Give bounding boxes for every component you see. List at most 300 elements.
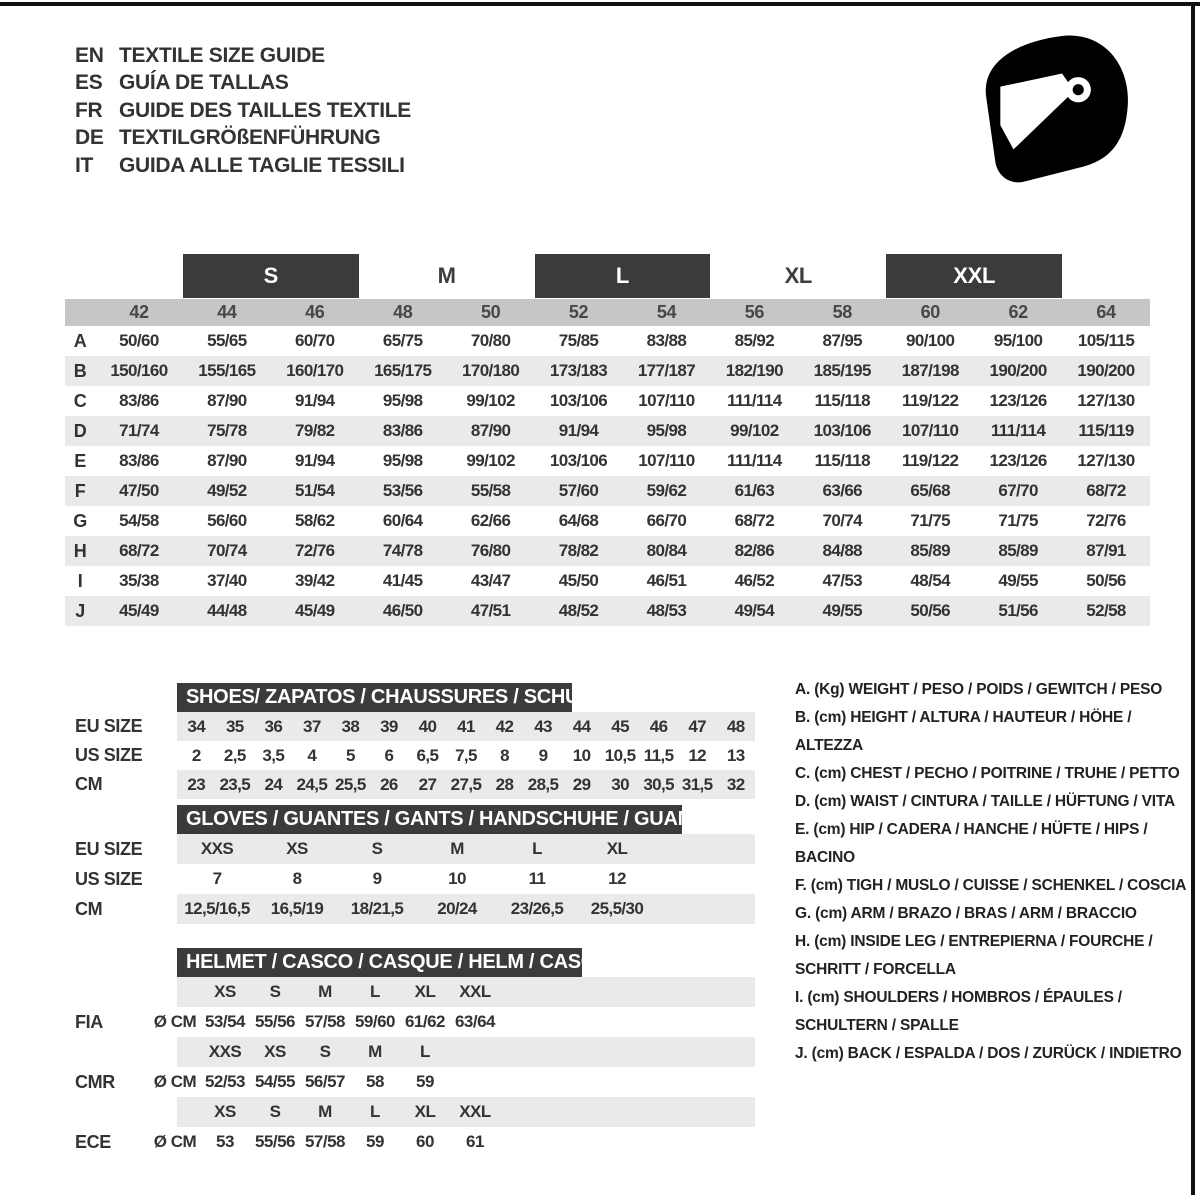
size-group-s: S [183,254,359,298]
gloves-size-cell: 23/26,5 [510,899,564,918]
measurement-value-cell: 83/86 [382,421,423,440]
measurement-value-cell: 48/52 [558,601,599,620]
helmet-size-cell: XXL [459,982,491,1001]
measurement-value-cell: 75/78 [207,421,247,440]
measurement-value-cell: 85/92 [734,331,775,350]
language-row [75,42,411,70]
measurement-value-cell: 82/86 [734,541,775,560]
measurement-row [65,506,1150,536]
measurement-value-cell: 47/53 [822,571,863,590]
measurement-value-cell: 127/130 [1077,391,1135,410]
helmet-size-cell: M [318,1102,332,1121]
measurement-row [65,386,1150,416]
helmet-fia-sizes-row [75,977,755,1007]
gloves-size-table [75,805,755,924]
shoes-size-cell: 24,5 [296,774,328,794]
textile-size-table [65,253,1150,626]
shoes-size-cell: 8 [500,745,509,765]
measurement-value-cell: 53/56 [382,481,423,500]
gloves-size-cell: 25,5/30 [590,899,644,918]
measurement-value-cell: 87/90 [207,391,247,410]
legend-item: I. (cm) SHOULDERS / HOMBROS / ÉPAULES / SCHULTERN / SPALLE [795,989,1122,1034]
measurement-value-cell: 173/183 [549,361,608,380]
language-code: FR [75,98,103,122]
measurement-value-cell: 155/165 [198,361,256,380]
size-group-m: M [437,263,456,288]
helmet-value-cell: 55/56 [254,1012,296,1031]
measurement-value-cell: 50/56 [1086,571,1126,590]
measurement-value-cell: 190/200 [1077,361,1135,380]
shoes-size-cell: 4 [307,745,317,765]
measurement-value-cell: 111/114 [727,451,782,470]
measurement-value-cell: 56/60 [207,511,247,530]
measurement-legend [795,676,1197,1068]
shoes-size-cell: 44 [572,716,591,736]
helmet-unit: Ø CM [153,1012,197,1031]
numeric-size-cell: 48 [393,302,413,322]
helmet-value-cell: 59 [416,1072,434,1091]
measurement-value-cell: 103/106 [549,391,608,410]
gloves-size-cell: 18/21,5 [350,899,404,918]
shoes-size-cell: 27,5 [450,774,482,794]
language-row [75,70,411,98]
shoes-size-cell: 34 [187,716,206,736]
measurement-value-cell: 95/98 [646,421,687,440]
gloves-size-cell: 16,5/19 [270,899,324,918]
helmet-size-cell: L [420,1042,430,1061]
measurement-value-cell: 87/95 [822,331,863,350]
measurement-value-cell: 47/50 [119,481,159,500]
shoes-size-cell: 2 [191,745,201,765]
measurement-value-cell: 45/50 [558,571,599,590]
numeric-size-cell: 62 [1008,302,1028,322]
measurement-value-cell: 115/118 [814,451,870,470]
shoes-size-cell: 38 [341,716,360,736]
shoes-row [75,770,755,799]
helmet-value-cell: 57/58 [304,1132,346,1151]
helmet-size-table [75,948,755,1157]
gloves-size-cell: L [532,839,542,858]
helmet-size-cell: XXS [208,1042,242,1061]
legend-item: B. (cm) HEIGHT / ALTURA / HAUTEUR / HÖHE / ALTEZZA [795,709,1132,754]
helmet-ece-sizes-row [75,1097,755,1127]
measurement-letter: B [73,360,87,381]
measurement-value-cell: 49/54 [734,601,775,620]
gloves-row-label: EU SIZE [75,838,143,859]
measurement-value-cell: 190/200 [989,361,1047,380]
shoes-row-label: CM [75,774,103,794]
top-border-line [0,2,1200,6]
measurement-value-cell: 72/76 [295,541,335,560]
measurement-value-cell: 67/70 [998,481,1038,500]
helmet-value-cell: 59 [366,1132,384,1151]
language-row [75,152,411,180]
helmet-cmr-values-row [75,1067,755,1097]
gloves-size-cell: 8 [292,869,302,888]
helmet-size-cell: XS [214,982,236,1001]
measurement-value-cell: 71/74 [119,421,159,440]
numeric-size-cell: 42 [129,302,149,322]
measurement-value-cell: 57/60 [558,481,599,500]
size-group-xxl: XXL [886,254,1062,298]
helmet-size-cell: XXL [459,1102,491,1121]
shoes-size-cell: 2,5 [223,745,246,765]
measurement-value-cell: 48/54 [910,571,950,590]
measurement-value-cell: 59/62 [646,481,687,500]
helmet-unit: Ø CM [153,1132,197,1151]
shoes-size-cell: 47 [688,716,707,736]
measurement-value-cell: 123/126 [989,391,1047,410]
helmet-size-cell: S [319,1042,331,1061]
measurement-value-cell: 107/110 [902,421,959,440]
measurement-value-cell: 84/88 [822,541,863,560]
shoes-size-cell: 26 [380,774,398,794]
gloves-size-cell: XS [286,839,308,858]
shoes-size-cell: 27 [418,774,437,794]
legend-item: C. (cm) CHEST / PECHO / POITRINE / TRUHE / PETTO [795,765,1180,782]
gloves-row [75,864,755,894]
helmet-size-cell: L [370,982,380,1001]
numeric-size-row [65,299,1150,326]
measurement-value-cell: 60/70 [295,331,335,350]
legend-item: A. (Kg) WEIGHT / PESO / POIDS / GEWITCH / PESO [795,681,1163,698]
measurement-value-cell: 160/170 [286,361,344,380]
measurement-value-cell: 95/98 [382,451,423,470]
measurement-value-cell: 99/102 [466,391,515,410]
language-code: ES [75,71,103,95]
legend-item: D. (cm) WAIST / CINTURA / TAILLE / HÜFTUNG / VITA [795,793,1175,810]
measurement-value-cell: 44/48 [207,601,247,620]
measurement-value-cell: 119/122 [902,391,959,410]
measurement-value-cell: 64/68 [558,511,599,530]
measurement-value-cell: 70/74 [822,511,863,530]
language-title: TEXTILGRÖßENFÜHRUNG [119,126,381,150]
gloves-row [75,894,755,924]
measurement-value-cell: 65/68 [910,481,950,500]
size-group-xl: XL [784,263,813,288]
shoes-rows [75,712,755,799]
helmet-standard-label: FIA [75,1011,103,1032]
gloves-table-title: GLOVES / GUANTES / GANTS / HANDSCHUHE / GUANTI [177,805,682,834]
measurement-value-cell: 49/55 [998,571,1038,590]
measurement-letter: C [73,390,87,411]
language-title-block [75,42,411,180]
measurement-value-cell: 46/52 [734,571,775,590]
measurement-value-cell: 95/98 [382,391,423,410]
measurement-value-cell: 115/118 [814,391,870,410]
measurement-value-cell: 74/78 [382,541,423,560]
measurement-letter: E [74,450,86,471]
gloves-size-cell: 12 [608,869,626,888]
legend-item: E. (cm) HIP / CADERA / HANCHE / HÜFTE / HIPS / BACINO [795,821,1148,866]
measurement-value-cell: 52/58 [1086,601,1126,620]
helmet-table-title: HELMET / CASCO / CASQUE / HELM / CASCO [177,948,582,977]
measurement-value-cell: 83/88 [646,331,687,350]
shoes-size-cell: 30 [611,774,629,794]
helmet-value-cell: 53 [216,1132,234,1151]
measurement-value-cell: 150/160 [110,361,168,380]
gloves-size-cell: S [371,839,383,858]
measurement-value-cell: 50/56 [910,601,950,620]
shoes-size-cell: 28,5 [527,774,559,794]
gloves-row [75,834,755,864]
measurement-row [65,566,1150,596]
measurement-letter: J [75,600,85,621]
measurement-value-cell: 87/91 [1086,541,1126,560]
shoes-size-cell: 42 [495,716,514,736]
shoes-size-cell: 11,5 [643,745,674,765]
measurement-row [65,446,1150,476]
legend-item: F. (cm) TIGH / MUSLO / CUISSE / SCHENKEL / COSCIA [795,877,1187,894]
language-code: IT [75,153,94,177]
measurement-value-cell: 45/49 [119,601,159,620]
measurement-value-cell: 63/66 [822,481,863,500]
language-title: TEXTILE SIZE GUIDE [119,43,325,67]
measurement-value-cell: 47/51 [470,601,511,620]
shoes-table-title: SHOES/ ZAPATOS / CHAUSSURES / SCHUHE / SCARPE [177,683,572,712]
numeric-size-cell: 58 [832,302,852,322]
measurement-row [65,476,1150,506]
measurement-value-cell: 37/40 [207,571,247,590]
measurement-row [65,596,1150,626]
shoes-size-cell: 40 [418,716,437,736]
helmet-value-cell: 61 [466,1132,484,1151]
helmet-size-cell: XL [414,982,436,1001]
language-code: DE [75,126,104,150]
measurement-value-cell: 58/62 [295,511,335,530]
measurement-row [65,326,1150,356]
measurement-value-cell: 87/90 [470,421,511,440]
measurement-value-cell: 91/94 [295,451,335,470]
measurement-value-cell: 46/50 [382,601,423,620]
shoes-row [75,741,755,770]
measurement-value-cell: 71/75 [910,511,950,530]
measurement-value-cell: 68/72 [1086,481,1126,500]
measurement-value-cell: 103/106 [549,451,608,470]
measurement-value-cell: 119/122 [902,451,959,470]
helmet-size-cell: XS [264,1042,286,1061]
shoes-row-label: EU SIZE [75,716,143,736]
helmet-value-cell: 61/62 [404,1012,446,1031]
size-group-l: L [535,254,711,298]
measurement-value-cell: 50/60 [119,331,159,350]
shoes-size-cell: 43 [534,716,552,736]
shoes-size-cell: 45 [611,716,629,736]
shoes-size-cell: 6 [384,745,394,765]
measurement-value-cell: 83/86 [119,391,159,410]
helmet-value-cell: 53/54 [204,1012,246,1031]
measurement-value-cell: 45/49 [295,601,335,620]
helmet-size-cell: S [269,1102,281,1121]
measurement-value-cell: 165/175 [374,361,432,380]
numeric-size-cell: 50 [481,302,501,322]
measurement-value-cell: 35/38 [119,571,159,590]
measurement-letter: H [73,540,87,561]
helmet-cmr-sizes-row [75,1037,755,1067]
shoes-size-cell: 36 [264,716,283,736]
shoes-size-cell: 23,5 [219,774,251,794]
shoes-size-table [75,683,755,799]
shoes-size-cell: 3,5 [262,745,285,765]
shoes-size-cell: 48 [726,716,745,736]
measurement-value-cell: 185/195 [813,361,871,380]
shoes-size-cell: 46 [649,716,668,736]
shoes-size-cell: 12 [688,745,707,765]
numeric-size-cell: 56 [744,302,764,322]
shoes-size-cell: 25,5 [335,774,366,794]
measurement-value-cell: 111/114 [727,391,782,410]
helmet-standard-label: ECE [75,1131,111,1152]
helmet-size-cell: XL [414,1102,436,1121]
gloves-size-cell: 12,5/16,5 [184,899,250,918]
shoes-size-cell: 5 [345,745,355,765]
measurement-value-cell: 111/114 [990,421,1046,440]
shoes-size-cell: 35 [225,716,244,736]
helmet-fia-values-row [75,1007,755,1037]
measurement-value-cell: 107/110 [638,451,695,470]
shoes-size-cell: 7,5 [455,745,477,765]
measurement-value-cell: 76/80 [470,541,511,560]
shoes-size-cell: 23 [187,774,206,794]
helmet-value-cell: 59/60 [354,1012,396,1031]
measurement-value-cell: 49/52 [207,481,247,500]
measurement-letter: G [73,510,87,531]
measurement-value-cell: 127/130 [1077,451,1135,470]
shoes-size-cell: 32 [726,774,745,794]
size-group-header-row [65,253,1150,299]
measurement-value-cell: 51/54 [295,481,335,500]
measurement-value-cell: 55/65 [207,331,247,350]
measurement-value-cell: 65/75 [382,331,423,350]
shoes-size-cell: 37 [303,716,321,736]
measurement-value-cell: 79/82 [295,421,335,440]
helmet-value-cell: 56/57 [304,1072,346,1091]
helmet-size-cell: M [318,982,332,1001]
measurement-value-cell: 39/42 [295,571,335,590]
gloves-size-cell: XXS [200,839,234,858]
numeric-size-cell: 52 [568,302,589,322]
numeric-size-cell: 54 [656,302,677,322]
measurement-value-cell: 90/100 [905,331,955,350]
helmet-size-cell: S [269,982,281,1001]
measurement-value-cell: 91/94 [295,391,335,410]
shoes-row [75,712,755,741]
measurement-row [65,536,1150,566]
helmet-value-cell: 63/64 [454,1012,496,1031]
measurement-value-cell: 78/82 [558,541,599,560]
measurement-value-cell: 85/89 [910,541,950,560]
measurement-value-cell: 46/51 [646,571,687,590]
helmet-value-cell: 52/53 [204,1072,246,1091]
gloves-size-cell: XL [606,839,628,858]
measurement-value-cell: 99/102 [466,451,515,470]
measurement-value-cell: 187/198 [901,361,959,380]
measurement-value-cell: 99/102 [730,421,779,440]
gloves-rows [75,834,755,924]
legend-item: H. (cm) INSIDE LEG / ENTREPIERNA / FOURCHE / SCHRITT / FORCELLA [795,933,1153,978]
measurement-value-cell: 61/63 [734,481,775,500]
gloves-size-cell: 10 [448,869,466,888]
numeric-size-cell: 46 [305,302,325,322]
measurement-value-cell: 68/72 [119,541,159,560]
shoes-row-label: US SIZE [75,745,143,765]
shoes-size-cell: 39 [380,716,398,736]
numeric-size-cell: 64 [1096,302,1116,322]
language-code: EN [75,43,104,67]
measurement-value-cell: 105/115 [1077,331,1135,350]
measurement-value-cell: 87/90 [207,451,247,470]
measurement-value-cell: 51/56 [998,601,1038,620]
shoes-size-cell: 28 [495,774,514,794]
gloves-size-cell: 20/24 [437,899,477,918]
measurement-row [65,356,1150,386]
racing-helmet-icon [972,28,1144,200]
measurement-letter: A [73,330,87,351]
measurement-value-cell: 70/74 [207,541,247,560]
helmet-value-cell: 55/56 [254,1132,296,1151]
helmet-unit: Ø CM [153,1072,197,1091]
language-row [75,125,411,153]
helmet-size-cell: XS [214,1102,236,1121]
measurement-value-cell: 71/75 [998,511,1038,530]
measurement-value-cell: 75/85 [558,331,599,350]
measurement-value-cell: 66/70 [646,511,687,530]
gloves-size-cell: 9 [372,869,382,888]
shoes-size-cell: 24 [264,774,283,794]
measurement-value-cell: 83/86 [119,451,159,470]
helmet-value-cell: 54/55 [254,1072,296,1091]
helmet-value-cell: 58 [366,1072,384,1091]
measurement-value-cell: 91/94 [558,421,599,440]
shoes-size-cell: 41 [457,716,475,736]
shoes-size-cell: 6,5 [416,745,439,765]
shoes-size-cell: 29 [572,774,591,794]
shoes-size-cell: 10 [572,745,591,765]
gloves-row-label: CM [75,898,103,919]
measurement-letter: F [74,480,86,501]
gloves-size-cell: 7 [212,869,222,888]
helmet-value-cell: 60 [416,1132,434,1151]
measurement-value-cell: 177/187 [637,361,696,380]
measurement-value-cell: 80/84 [646,541,687,560]
shoes-size-cell: 13 [726,745,745,765]
measurement-value-cell: 85/89 [998,541,1038,560]
measurement-value-cell: 49/55 [822,601,863,620]
measurement-value-cell: 70/80 [470,331,511,350]
shoes-size-cell: 10,5 [604,745,636,765]
measurement-value-cell: 60/64 [382,511,423,530]
helmet-standard-label: CMR [75,1071,115,1092]
measurement-value-cell: 103/106 [813,421,871,440]
measurement-letter: D [73,420,87,441]
gloves-size-cell: M [450,839,464,858]
measurement-rows [65,326,1150,626]
helmet-size-cell: L [370,1102,380,1121]
measurement-value-cell: 123/126 [989,451,1047,470]
measurement-value-cell: 72/76 [1086,511,1126,530]
language-title: GUIDE DES TAILLES TEXTILE [119,98,411,122]
measurement-value-cell: 54/58 [119,511,159,530]
measurement-value-cell: 41/45 [382,571,423,590]
measurement-value-cell: 55/58 [470,481,511,500]
shoes-size-cell: 30,5 [643,774,674,794]
measurement-value-cell: 107/110 [638,391,695,410]
legend-item: J. (cm) BACK / ESPALDA / DOS / ZURÜCK / INDIETRO [795,1045,1182,1062]
shoes-size-cell: 9 [538,745,548,765]
helmet-ece-values-row [75,1127,755,1157]
gloves-row-label: US SIZE [75,868,143,889]
measurement-value-cell: 43/47 [470,571,511,590]
